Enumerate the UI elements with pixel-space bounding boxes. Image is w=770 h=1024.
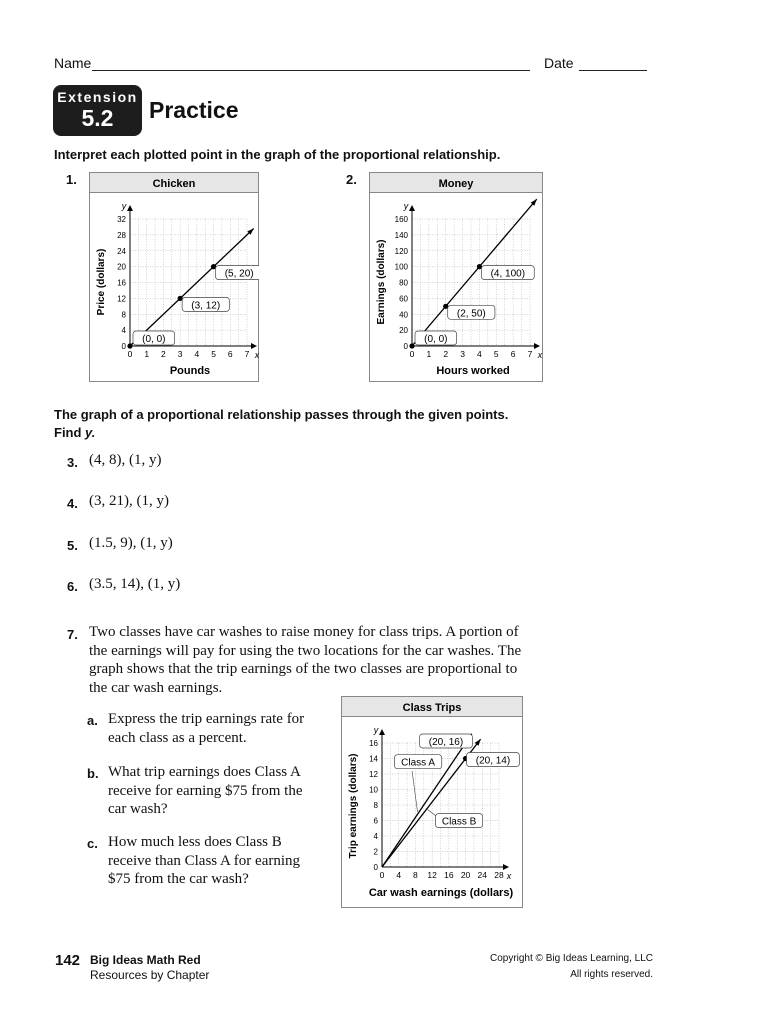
y-tick-label: 2	[373, 847, 378, 857]
extension-badge	[53, 85, 142, 136]
chart-class-trips	[341, 696, 523, 908]
part-c-text	[108, 833, 318, 889]
y-tick-label: 0	[121, 342, 126, 351]
point-label: (2, 50)	[456, 308, 486, 320]
chart-ylabel: Price (dollars)	[96, 248, 107, 316]
problem-5-text: (1.5, 9), (1, y)	[89, 535, 173, 551]
data-point	[127, 343, 132, 348]
x-tick-label: 3	[177, 349, 183, 359]
point-label: (5, 20)	[224, 268, 254, 280]
x-tick-label: 7	[244, 349, 250, 359]
x-tick-label: 4	[477, 349, 482, 359]
problem-3-text: (4, 8), (1, y)	[89, 452, 162, 468]
y-tick-label: 6	[373, 816, 378, 826]
page-title: Practice	[149, 97, 239, 123]
point-label: (0, 0)	[424, 334, 448, 345]
rights: All rights reserved.	[570, 969, 653, 980]
problem-7-line: Two classes have car washes to raise money for class trips. A portion of	[89, 624, 519, 640]
y-tick-label: 12	[369, 770, 378, 779]
date-label: Date	[544, 55, 574, 71]
chart-money	[369, 172, 543, 382]
x-tick-label: 4	[194, 349, 200, 359]
part-a-line: Express the trip earnings rate for	[108, 711, 305, 727]
y-tick-label: 16	[369, 739, 378, 748]
y-tick-label: 14	[369, 754, 378, 764]
x-tick-label: 1	[426, 349, 432, 359]
y-tick-label: 32	[117, 215, 126, 224]
x-tick-label: 8	[413, 870, 418, 880]
series-label: Class B	[441, 816, 477, 828]
x-tick-label: 3	[460, 349, 465, 359]
point-label: (20, 16)	[428, 737, 464, 748]
chart-title: Money	[438, 178, 474, 190]
part-a-text	[108, 710, 318, 747]
x-tick-label: 2	[161, 349, 166, 359]
chart-xlabel: Car wash earnings (dollars)	[368, 887, 514, 899]
problem-7-line: the car wash earnings.	[89, 679, 223, 696]
point-label: (3, 12)	[191, 300, 221, 312]
part-c-line: How much less does Class B	[108, 834, 282, 850]
chart-title: Chicken	[152, 178, 196, 190]
x-tick-label: 2	[443, 349, 449, 359]
y-tick-label: 4	[121, 326, 126, 336]
chart-ylabel: Earnings (dollars)	[376, 239, 387, 325]
find-text: Find	[54, 425, 86, 440]
x-axis-variable: x	[537, 350, 543, 360]
page-number: 142	[55, 952, 81, 969]
date-field-line[interactable]	[579, 70, 647, 71]
part-c-line: $75 from the car wash?	[108, 871, 249, 887]
y-tick-label: 20	[399, 326, 408, 336]
series-label: Class A	[401, 757, 436, 769]
part-b-text	[108, 763, 318, 819]
chart-ylabel: Trip earnings (dollars)	[348, 753, 359, 859]
part-a-line: each class as a percent.	[108, 729, 247, 746]
y-tick-label: 140	[394, 230, 408, 240]
x-tick-label: 0	[379, 870, 385, 880]
y-tick-label: 100	[394, 262, 408, 272]
chart-xlabel: Hours worked	[436, 365, 510, 377]
part-b-line: receive for earning $75 from the	[108, 782, 303, 799]
x-tick-label: 16	[444, 870, 454, 880]
y-tick-label: 120	[394, 246, 408, 256]
y-tick-label: 60	[399, 294, 408, 304]
part-c-label: c.	[87, 836, 98, 851]
x-tick-label: 4	[396, 870, 402, 880]
section1-instruction: Interpret each plotted point in the graph of the proportional relationship.	[54, 147, 501, 162]
x-tick-label: 5	[493, 349, 499, 359]
name-label: Name	[54, 55, 92, 71]
y-axis-variable: y	[121, 201, 127, 211]
book-subtitle: Resources by Chapter	[90, 968, 210, 982]
part-b-label: b.	[87, 766, 99, 781]
part-b-line: What trip earnings does Class A	[108, 764, 301, 780]
y-tick-label: 40	[399, 310, 408, 320]
x-tick-label: 6	[510, 349, 516, 359]
part-b-line: car wash?	[108, 801, 168, 817]
x-tick-label: 6	[227, 349, 233, 359]
problem-7-number: 7.	[67, 627, 78, 642]
problem-6-text: (3.5, 14), (1, y)	[89, 576, 181, 592]
y-axis-variable: y	[403, 201, 409, 211]
data-point	[409, 343, 414, 348]
chart-xlabel: Pounds	[169, 365, 211, 377]
section2-instruction-line2	[54, 425, 95, 440]
y-tick-label: 8	[121, 310, 126, 320]
y-tick-label: 24	[117, 246, 126, 256]
y-tick-label: 80	[399, 278, 408, 288]
problem-4-text: (3, 21), (1, y)	[89, 493, 169, 509]
point-label: (4, 100)	[490, 268, 526, 280]
y-tick-label: 28	[117, 230, 126, 240]
y-tick-label: 0	[373, 863, 378, 872]
x-tick-label: 0	[409, 349, 415, 359]
x-axis-variable: x	[506, 871, 512, 881]
question-2-number: 2.	[346, 172, 357, 187]
x-axis-variable: x	[254, 350, 259, 360]
x-tick-label: 7	[527, 349, 533, 359]
y-tick-label: 160	[394, 215, 408, 224]
y-tick-label: 4	[373, 832, 378, 841]
extension-label: Extension	[57, 89, 138, 105]
y-axis-variable: y	[373, 725, 379, 735]
y-tick-label: 12	[117, 294, 126, 304]
problem-7-line: graph shows that the trip earnings of the two classes are proportional to	[89, 661, 518, 677]
problem-7-text	[89, 623, 539, 697]
problem-7-line: the earnings will pay for using the two locations for the car washes. The	[89, 642, 522, 659]
problem-3-number: 3.	[67, 455, 78, 470]
y-tick-label: 20	[117, 262, 126, 272]
x-tick-label: 24	[477, 870, 488, 880]
x-tick-label: 12	[427, 870, 437, 880]
x-tick-label: 20	[460, 870, 471, 880]
point-label: (0, 0)	[142, 334, 166, 345]
copyright: Copyright © Big Ideas Learning, LLC	[489, 953, 653, 964]
y-tick-label: 8	[373, 801, 378, 810]
find-variable: y.	[85, 425, 96, 440]
problem-5-number: 5.	[67, 538, 78, 553]
name-field-line[interactable]	[92, 70, 530, 71]
y-tick-label: 16	[117, 278, 126, 288]
problem-4-number: 4.	[67, 496, 78, 511]
y-tick-label: 10	[369, 785, 378, 795]
book-title: Big Ideas Math Red	[90, 953, 201, 967]
y-tick-label: 0	[403, 342, 408, 351]
x-tick-label: 0	[127, 349, 133, 359]
x-tick-label: 1	[144, 349, 150, 359]
problem-6-number: 6.	[67, 579, 78, 594]
extension-number: 5.2	[81, 105, 114, 131]
chart-chicken	[89, 172, 259, 382]
x-tick-label: 5	[211, 349, 216, 359]
point-label: (20, 14)	[475, 755, 511, 767]
question-1-number: 1.	[66, 172, 77, 187]
part-c-line: receive than Class A for earning	[108, 852, 301, 869]
chart-title: Class Trips	[402, 702, 462, 714]
x-tick-label: 28	[494, 870, 504, 880]
section2-instruction: The graph of a proportional relationship passes through the given points.	[54, 407, 509, 422]
part-a-label: a.	[87, 713, 98, 728]
